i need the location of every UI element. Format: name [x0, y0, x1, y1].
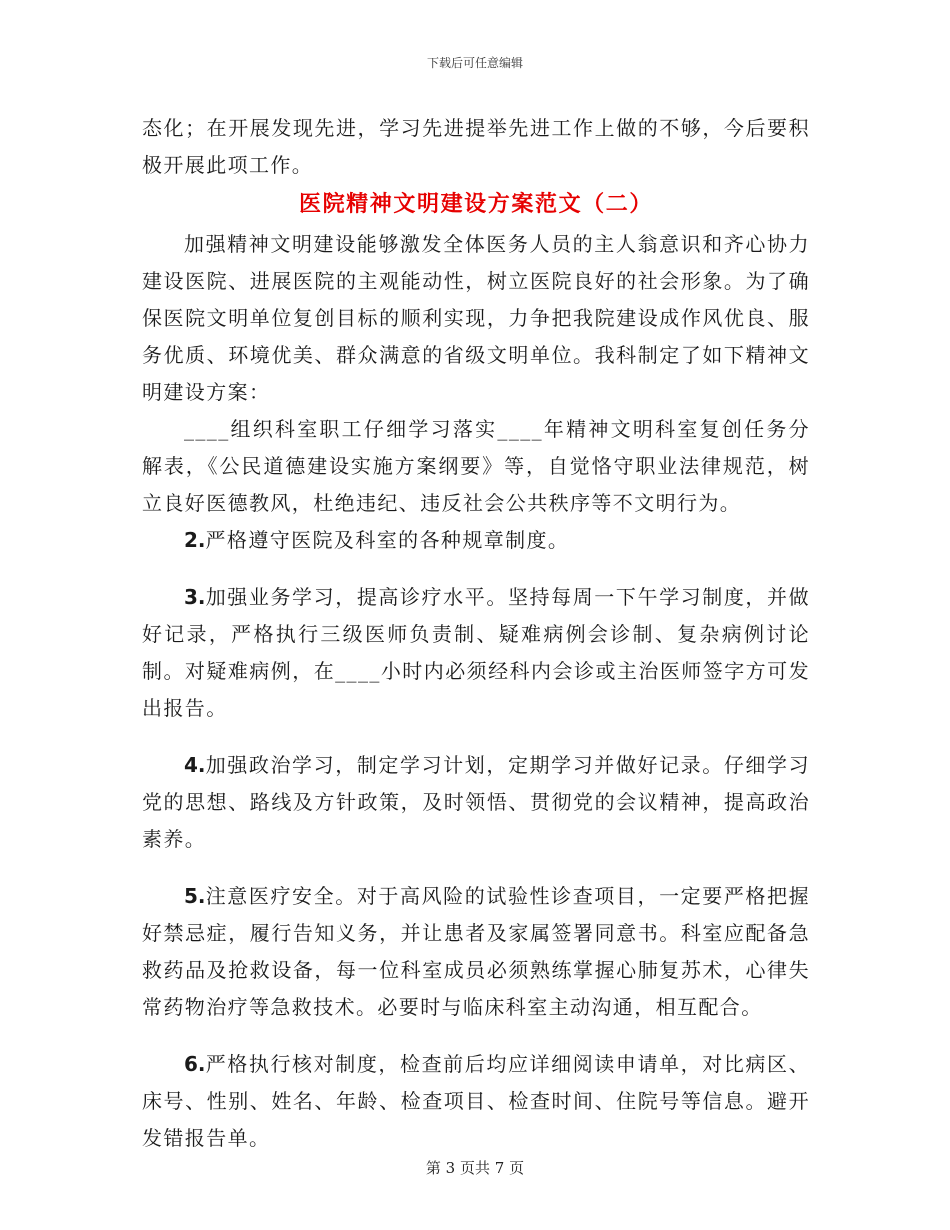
item-number: 4. — [184, 753, 206, 777]
item-number: 5. — [184, 884, 206, 908]
item-text: 加强业务学习，提高诊疗水平。坚持每周一下午学习制度，并做好记录，严格执行三级医师负责制、疑难病例会诊制、复杂病例讨论制。对疑难病例，在____小时内必须经科内会诊或主治医师签字方可发出报告。 — [142, 585, 810, 720]
item-1-paragraph: ____组织科室职工仔细学习落实____年精神文明科室复创任务分解表，《公民道德建设实施方案纲要》等，自觉恪守职业法律规范，树立良好医德教风，杜绝违纪、违反社会公共秩序等不文明行为。 — [142, 417, 810, 515]
page-footer-number: 第 3 页共 7 页 — [425, 1159, 525, 1177]
item-text: 严格执行核对制度，检查前后均应详细阅读申请单，对比病区、床号、性别、姓名、年龄、检查项目、检查时间、住院号等信息。避开发错报告单。 — [142, 1052, 810, 1150]
item-3-paragraph — [142, 579, 810, 727]
item-6-paragraph — [142, 1046, 810, 1157]
page-header-note: 下载后可任意编辑 — [426, 56, 523, 70]
document-body — [142, 110, 810, 1177]
item-4-paragraph — [142, 747, 810, 858]
intro-fragment: 态化；在开展发现先进，学习先进提举先进工作上做的不够，今后要积极开展此项工作。 — [142, 116, 810, 177]
item-number: 2. — [184, 528, 206, 552]
item-text: 注意医疗安全。对于高风险的试验性诊查项目，一定要严格把握好禁忌症，履行告知义务，并让患者及家属签署同意书。科室应配备急救药品及抢救设备，每一位科室成员必须熟练掌握心肺复苏术，心律失常药物治疗等急救技术。必要时与临床科室主动沟通，相互配合。 — [142, 884, 810, 1019]
item-5-paragraph — [142, 878, 810, 1026]
intro-paragraph: 加强精神文明建设能够激发全体医务人员的主人翁意识和齐心协力建设医院、进展医院的主观能动性，树立医院良好的社会形象。为了确保医院文明单位复创目标的顺利实现，力争把我院建设成作风优良、服务优质、环境优美、群众满意的省级文明单位。我科制定了如下精神文明建设方案： — [142, 232, 810, 404]
item-number: 3. — [184, 585, 206, 609]
section-title: 医院精神文明建设方案范文（二） — [298, 192, 653, 217]
item-number: 6. — [184, 1052, 206, 1076]
item-2-paragraph — [142, 522, 810, 559]
item-text: 加强政治学习，制定学习计划，定期学习并做好记录。仔细学习党的思想、路线及方针政策，及时领悟、贯彻党的会议精神，提高政治素养。 — [142, 753, 810, 851]
item-text: 严格遵守医院及科室的各种规章制度。 — [205, 528, 570, 552]
